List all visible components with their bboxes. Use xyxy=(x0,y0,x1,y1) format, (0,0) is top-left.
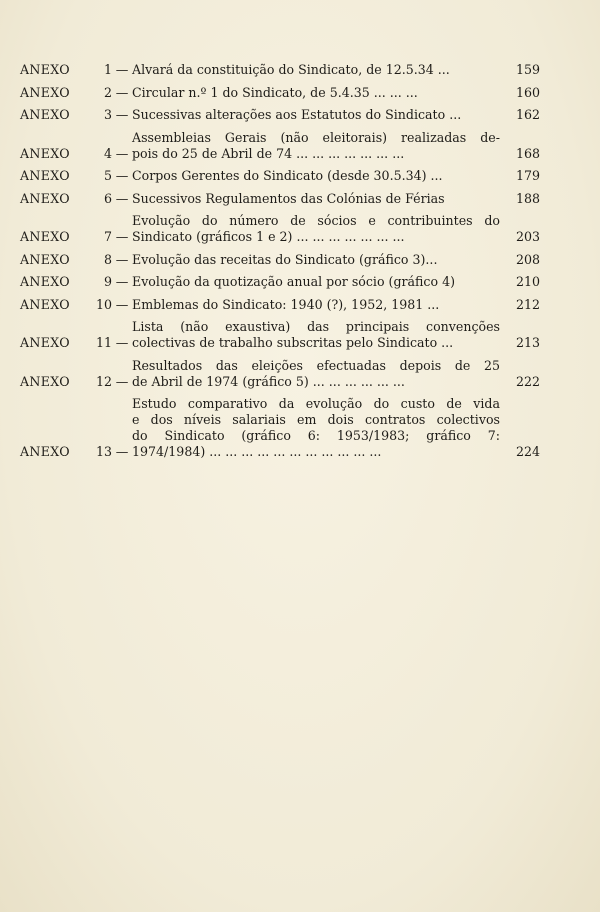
annex-number: 13 xyxy=(95,444,112,459)
entry-dash: — xyxy=(115,145,129,161)
annex-title-line: do Sindicato (gráfico 6: 1953/1983; gráfico 7: xyxy=(132,428,500,443)
page-number: 208 xyxy=(515,251,540,267)
annex-title-line: Sucessivas alterações aos Estatutos do Sindicato ... xyxy=(132,107,462,122)
entry-dash: — xyxy=(115,107,129,122)
entry-dash: — xyxy=(115,444,129,459)
annex-label: ANEXO xyxy=(20,62,70,77)
annex-number: 2 xyxy=(103,84,112,100)
entry-dash: — xyxy=(115,168,129,183)
annex-label: ANEXO xyxy=(20,444,70,459)
toc-entry xyxy=(20,85,540,101)
annex-title-line: Emblemas do Sindicato: 1940 (?), 1952, 1981 ... xyxy=(132,296,440,312)
annex-title xyxy=(132,62,500,78)
entry-dash: — xyxy=(115,190,129,206)
page-number: 188 xyxy=(515,190,540,206)
toc-entry xyxy=(20,213,540,245)
entry-dash: — xyxy=(115,373,129,389)
page-number: 162 xyxy=(515,107,540,122)
annex-label: ANEXO xyxy=(20,84,70,100)
annex-title-line: Estudo comparativo da evolução do custo de vida xyxy=(132,396,500,411)
annex-title xyxy=(132,358,500,390)
annex-title xyxy=(132,130,500,162)
annex-label: ANEXO xyxy=(20,168,70,183)
annex-number: 10 xyxy=(95,296,112,312)
annex-title xyxy=(132,297,500,313)
annex-title xyxy=(132,107,500,123)
toc-entry xyxy=(20,252,540,268)
annex-title-line: Evolução do número de sócios e contribuintes do xyxy=(132,213,500,228)
toc-entry xyxy=(20,130,540,162)
page-number: 203 xyxy=(515,229,540,244)
annex-number: 8 xyxy=(103,251,112,267)
annex-label: ANEXO xyxy=(20,229,70,244)
annex-title-line: Evolução da quotização anual por sócio (gráfico 4) xyxy=(132,274,455,289)
annex-number: 6 xyxy=(103,190,112,206)
annex-title xyxy=(132,213,500,245)
annex-label: ANEXO xyxy=(20,296,70,312)
toc-entry xyxy=(20,396,540,460)
entry-dash: — xyxy=(115,296,129,312)
annex-title xyxy=(132,319,500,351)
entry-dash: — xyxy=(115,84,129,100)
annex-number: 11 xyxy=(95,335,112,350)
annex-title xyxy=(132,168,500,184)
page-number: 213 xyxy=(515,335,540,350)
page-number: 159 xyxy=(515,62,540,77)
annex-number: 9 xyxy=(103,274,112,289)
annex-title-line: Sucessivos Regulamentos das Colónias de Férias xyxy=(132,190,445,206)
annex-title-line: de Abril de 1974 (gráfico 5) ... ... ... ... ... ... xyxy=(132,373,405,389)
annex-title-line: Circular n.º 1 do Sindicato, de 5.4.35 ... ... ... xyxy=(132,84,418,100)
page-number: 179 xyxy=(515,168,540,183)
entry-dash: — xyxy=(115,62,129,77)
annex-title-line: pois do 25 de Abril de 74 ... ... ... ... ... ... ... xyxy=(132,145,405,161)
toc-entry xyxy=(20,274,540,290)
annex-label: ANEXO xyxy=(20,251,70,267)
annex-title-line: Resultados das eleições efectuadas depois de 25 xyxy=(132,357,500,373)
toc-entry xyxy=(20,358,540,390)
toc-entry xyxy=(20,319,540,351)
annex-title-line: Alvará da constituição do Sindicato, de 12.5.34 ... xyxy=(132,62,450,77)
entry-dash: — xyxy=(115,229,129,244)
annex-table-of-contents xyxy=(20,62,540,467)
page-number: 212 xyxy=(515,296,540,312)
annex-title xyxy=(132,191,500,207)
annex-label: ANEXO xyxy=(20,107,70,122)
entry-dash: — xyxy=(115,274,129,289)
toc-entry xyxy=(20,191,540,207)
toc-entry xyxy=(20,107,540,123)
annex-label: ANEXO xyxy=(20,335,70,350)
annex-title-line: colectivas de trabalho subscritas pelo Sindicato ... xyxy=(132,335,454,350)
annex-title xyxy=(132,252,500,268)
annex-title xyxy=(132,396,500,460)
page-number: 222 xyxy=(515,373,540,389)
annex-number: 5 xyxy=(103,168,112,183)
annex-number: 3 xyxy=(103,107,112,122)
annex-number: 4 xyxy=(103,145,112,161)
annex-title-line: Assembleias Gerais (não eleitorais) realizadas de- xyxy=(132,129,500,145)
entry-dash: — xyxy=(115,251,129,267)
annex-title xyxy=(132,274,500,290)
annex-title-line: Corpos Gerentes do Sindicato (desde 30.5.34) ... xyxy=(132,168,443,183)
annex-title-line: 1974/1984) ... ... ... ... ... ... ... ... ... ... ... xyxy=(132,444,382,459)
page-number: 168 xyxy=(515,145,540,161)
entry-dash: — xyxy=(115,335,129,350)
page-number: 160 xyxy=(515,84,540,100)
toc-entry xyxy=(20,168,540,184)
toc-entry xyxy=(20,297,540,313)
annex-label: ANEXO xyxy=(20,373,70,389)
annex-title-line: e dos níveis salariais em dois contratos colectivos xyxy=(132,412,500,427)
annex-title xyxy=(132,85,500,101)
annex-number: 12 xyxy=(95,373,112,389)
annex-title-line: Sindicato (gráficos 1 e 2) ... ... ... ... ... ... ... xyxy=(132,229,405,244)
page-number: 224 xyxy=(515,444,540,459)
page-number: 210 xyxy=(515,274,540,289)
annex-label: ANEXO xyxy=(20,145,70,161)
annex-number: 1 xyxy=(103,62,112,77)
annex-label: ANEXO xyxy=(20,190,70,206)
toc-entry xyxy=(20,62,540,78)
annex-title-line: Lista (não exaustiva) das principais convenções xyxy=(132,319,500,334)
annex-number: 7 xyxy=(103,229,112,244)
annex-title-line: Evolução das receitas do Sindicato (gráfico 3)... xyxy=(132,251,438,267)
annex-label: ANEXO xyxy=(20,274,70,289)
